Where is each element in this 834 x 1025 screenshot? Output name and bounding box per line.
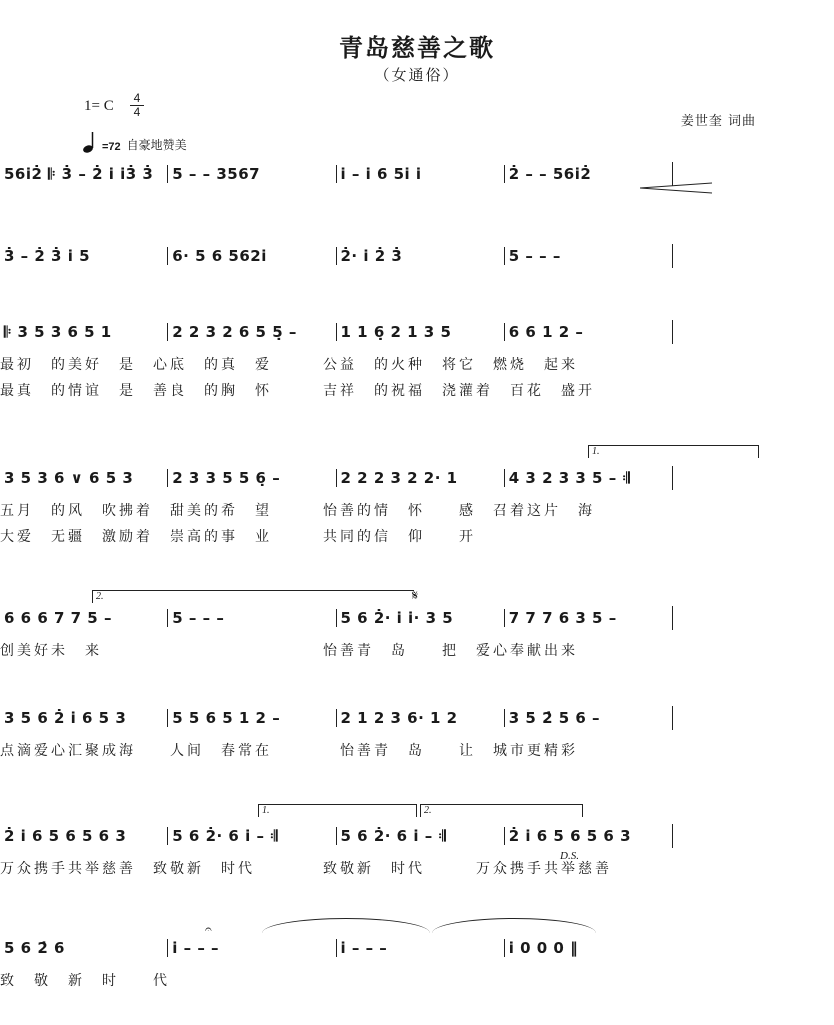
measure: 3 5 3 6 ∨ 6 5 3 xyxy=(4,469,134,487)
crescendo-hairpin-icon xyxy=(640,182,714,194)
key-signature: 1= C xyxy=(84,98,114,114)
volta-2: 2. xyxy=(92,590,414,603)
page-title: 青岛慈善之歌 xyxy=(339,33,495,62)
measure: 6 6 1 2 – xyxy=(504,323,672,341)
measure: i – – – xyxy=(336,939,504,957)
tie-arc xyxy=(262,918,430,933)
measure: 3 5 2̇ 5 6 – xyxy=(504,709,672,727)
dal-segno-mark: D.S. xyxy=(560,850,579,862)
quarter-note-icon xyxy=(82,131,100,153)
notes-row xyxy=(0,706,673,730)
measure: i 0 0 0 ‖ xyxy=(504,939,672,957)
notes-row xyxy=(0,162,673,186)
lyric-line-1: 创美好未 来 怡善青 岛 把 爱心奉献出来 xyxy=(0,643,578,659)
composer-credit: 姜世奎 词曲 xyxy=(680,114,756,129)
meter-top: 4 xyxy=(133,91,141,105)
measure: 6 6 6 7 7 5 – xyxy=(4,609,112,627)
volta-1: 1. xyxy=(588,445,759,458)
measure: i – i 6 5i i xyxy=(336,165,504,183)
volta-2-second: 2. xyxy=(420,804,583,817)
lyric-line-1: 点滴爱心汇聚成海 人间 春常在 怡善青 岛 让 城市更精彩 xyxy=(0,743,578,759)
measure: 5 6 2̇· 6 i – 𝄇 xyxy=(167,827,335,845)
measure: i – – – xyxy=(167,939,335,957)
notes-row xyxy=(0,936,672,960)
measure: 2 2 3 2 6 5 5̣ – xyxy=(167,323,335,341)
tie-arc xyxy=(432,918,596,933)
measure: 5 6 2̇· 6 i – 𝄇 xyxy=(336,827,504,845)
measure: 1 1 6̣ 2 1 3 5 xyxy=(336,323,504,341)
lyric-line-1: 万众携手共举慈善 致敬新 时代 致敬新 时代 万众携手共举慈善 xyxy=(0,861,612,877)
measure: 5 – – 3567 xyxy=(167,165,335,183)
fermata-icon: 𝄐 xyxy=(205,922,212,936)
tempo-expression: 自豪地赞美 xyxy=(126,138,187,152)
volta-1-second: 1. xyxy=(258,804,417,817)
measure: 5 – – – xyxy=(504,247,672,265)
measure: 𝄆 3 5 3 6 5 1 xyxy=(4,323,112,341)
measure: 2̇ i 6 5 6 5 6 3 xyxy=(4,827,127,845)
time-signature xyxy=(130,92,144,119)
page-subtitle: （女通俗） xyxy=(374,66,460,84)
measure: 6· 5 6 562i xyxy=(167,247,335,265)
measure: 5 5 6 5 1 2 – xyxy=(167,709,335,727)
measure: 56i2̇ 𝄆 3̇ – 2̇ i i3̇ 3̇ xyxy=(4,165,154,183)
measure: 2 3 3 5 5 6̣ – xyxy=(167,469,335,487)
tempo-value: =72 xyxy=(102,141,121,153)
measure: 2 2 2 3 2 2· 1 xyxy=(336,469,504,487)
measure: 2̇ i 6 5 6 5 6 3 xyxy=(504,827,672,845)
meter-bottom: 4 xyxy=(133,105,141,119)
lyric-line-1: 最初 的美好 是 心底 的真 爱 公益 的火种 将它 燃烧 起来 xyxy=(0,357,578,373)
notes-row xyxy=(0,606,673,630)
segno-sign: 𝄋 xyxy=(412,588,419,604)
lyric-line-2: 最真 的情谊 是 善良 的胸 怀 吉祥 的祝福 浇灌着 百花 盛开 xyxy=(0,383,595,399)
lyric-line-1: 五月 的风 吹拂着 甜美的希 望 怡善的情 怀 感 召着这片 海 xyxy=(0,503,595,519)
measure: 3 5 6 2̇ i 6 5 3 xyxy=(4,709,127,727)
notes-row xyxy=(0,466,673,490)
lyric-line-1: 致 敬 新 时 代 xyxy=(0,973,170,989)
measure: 5 – – – xyxy=(167,609,335,627)
measure: 5 6 2̇· i i· 3 5 xyxy=(336,609,504,627)
tempo-marking xyxy=(82,131,187,153)
notes-row xyxy=(0,244,673,268)
lyric-line-2: 大爱 无疆 激励着 崇高的事 业 共同的信 仰 开 xyxy=(0,529,476,545)
measure: 2̇ – – 56i2̇ xyxy=(504,165,672,183)
measure: 2̇· i 2̇ 3̇ xyxy=(336,247,504,265)
measure: 7 7 7 6 3 5 – xyxy=(504,609,672,627)
measure: 3̇ – 2̇ 3̇ i 5 xyxy=(4,247,91,265)
notes-row xyxy=(0,320,673,344)
measure: 5 6 2̇ 6 xyxy=(4,939,65,957)
notes-row xyxy=(0,824,673,848)
measure: 4 3 2 3 3 5 – 𝄇 xyxy=(504,469,672,487)
measure: 2 1 2 3 6· 1 2 xyxy=(336,709,504,727)
